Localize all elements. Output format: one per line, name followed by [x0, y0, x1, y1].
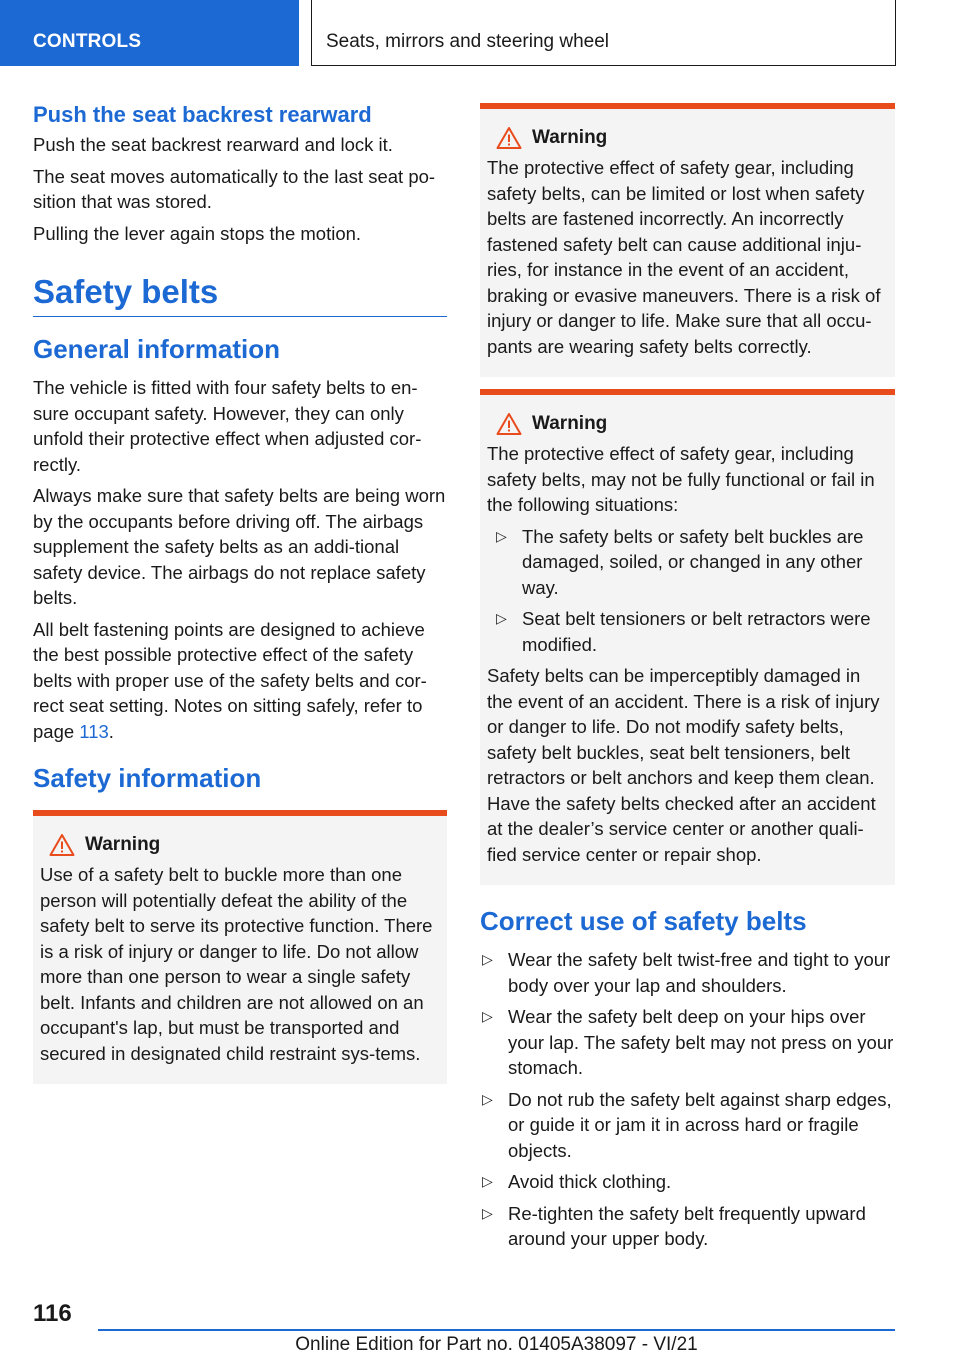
- warning-label: Warning: [85, 834, 161, 855]
- section-tab[interactable]: CONTROLS: [0, 0, 299, 66]
- triangle-bullet-icon: ▷: [482, 1204, 493, 1221]
- warning-box: [33, 810, 447, 1084]
- triangle-bullet-icon: ▷: [482, 951, 493, 967]
- page-header: [0, 0, 960, 66]
- correct-use-list: [480, 947, 895, 1252]
- triangle-bullet-icon: ▷: [496, 527, 507, 544]
- paragraph-text-end: .: [108, 720, 114, 742]
- paragraph: The seat moves automatically to the last seat po‐sition that was stored.: [33, 165, 436, 212]
- list-item-text: Do not rub the safety belt against sharp edges, or guide it or jam it in across hard or fragile objects.: [508, 1088, 892, 1161]
- list-item-text: Seat belt tensioners or belt retractors were modified.: [522, 608, 871, 655]
- general-information-heading: General information: [33, 334, 281, 364]
- triangle-bullet-icon: ▷: [482, 1090, 493, 1107]
- edition-text: Online Edition for Part no. 01405A38097 - VI/21: [295, 1334, 698, 1355]
- page-number: 116: [33, 1300, 72, 1327]
- warning-triangle-icon: [496, 126, 522, 150]
- triangle-bullet-icon: ▷: [496, 610, 507, 626]
- list-item-text: Re-tighten the safety belt frequently upward around your upper body.: [508, 1202, 866, 1249]
- correct-use-heading: Correct use of safety belts: [480, 906, 807, 936]
- push-backrest-heading: Push the seat backrest rearward: [33, 102, 372, 127]
- warning-list: [487, 524, 887, 658]
- warning-text: The protective effect of safety gear, including safety belts, can be limited or lost when safety belts are fastened incorrectly. An incorrectly fastened safety belt can cause additional inju‐ries, for instance in the event of an accident, braking or evasive maneuvers. There is a risk of injury or danger to life. Make sure that all occu‐pants are wearing safety belts correctly.: [487, 157, 881, 357]
- list-item: [487, 606, 887, 657]
- list-item-text: Wear the safety belt deep on your hips over your lap. The safety belt may not press on your stomach.: [508, 1006, 894, 1078]
- warning-header: [487, 411, 887, 437]
- warning-text: The protective effect of safety gear, including safety belts, may not be fully functional or fail in the following situations:: [487, 443, 875, 515]
- warning-label: Warning: [532, 127, 608, 148]
- paragraph: Pulling the lever again stops the motion.: [33, 222, 362, 244]
- list-item-text: Wear the safety belt twist-free and tight to your body over your lap and shoulders.: [508, 949, 891, 996]
- triangle-bullet-icon: ▷: [482, 1173, 493, 1189]
- right-column: [480, 97, 895, 1258]
- warning-box: [480, 103, 895, 377]
- warning-text: Use of a safety belt to buckle more than one person will potentially defeat the ability of the safety belt to serve its protective function. There is a risk of injury or danger to life. Do not allow more than one person to wear a single safety belt. Infants and children are not allowed on an occupant's lap, but must be transported and secured in designated child restraint sys‐tems.: [40, 864, 433, 1064]
- warning-triangle-icon: [496, 412, 522, 436]
- warning-header: [487, 125, 887, 151]
- paragraph: The vehicle is fitted with four safety belts to en‐sure occupant safety. However, they can only unfold their protective effect when adjusted cor‐rectly.: [33, 377, 422, 475]
- safety-information-heading: Safety information: [33, 763, 262, 793]
- list-item: [480, 947, 895, 998]
- page-reference-link[interactable]: 113: [79, 720, 109, 742]
- warning-triangle-icon: [49, 833, 75, 857]
- list-item: [480, 1004, 895, 1081]
- list-item: [480, 1087, 895, 1164]
- chapter-title: Seats, mirrors and steering wheel: [311, 0, 896, 66]
- warning-header: [40, 832, 439, 858]
- safety-belts-title: Safety belts: [33, 270, 447, 317]
- warning-box: [480, 389, 895, 885]
- paragraph: [33, 617, 447, 745]
- list-item: [487, 524, 887, 601]
- paragraph: Always make sure that safety belts are being worn by the occupants before driving off. The airbags supplement the safety belts as an addi‐tional safety device. The airbags do not replace safety belts.: [33, 485, 446, 608]
- paragraph-text: All belt fastening points are designed to achieve the best possible protective effect of the safety belts with proper use of the safety belts and cor‐rect seat setting. Notes on sitting safely, refer to page: [33, 618, 427, 742]
- warning-label: Warning: [532, 413, 608, 434]
- list-item-text: Avoid thick clothing.: [508, 1171, 672, 1192]
- warning-text: Safety belts can be imperceptibly damaged in the event of an accident. There is a risk of injury or danger to life. Do not modify safety belts, safety belt buckles, seat belt tensioners, belt retractors or belt anchors and keep them clean. Have the safety belts checked after an accident at the dealer’s service center or another quali‐fied service center or repair shop.: [487, 665, 880, 865]
- paragraph: Push the seat backrest rearward and lock it.: [33, 134, 393, 155]
- list-item: [480, 1201, 895, 1252]
- list-item-text: The safety belts or safety belt buckles are damaged, soiled, or changed in any other way.: [522, 525, 864, 598]
- list-item: [480, 1169, 895, 1195]
- triangle-bullet-icon: ▷: [482, 1008, 493, 1024]
- left-column: [33, 100, 447, 1084]
